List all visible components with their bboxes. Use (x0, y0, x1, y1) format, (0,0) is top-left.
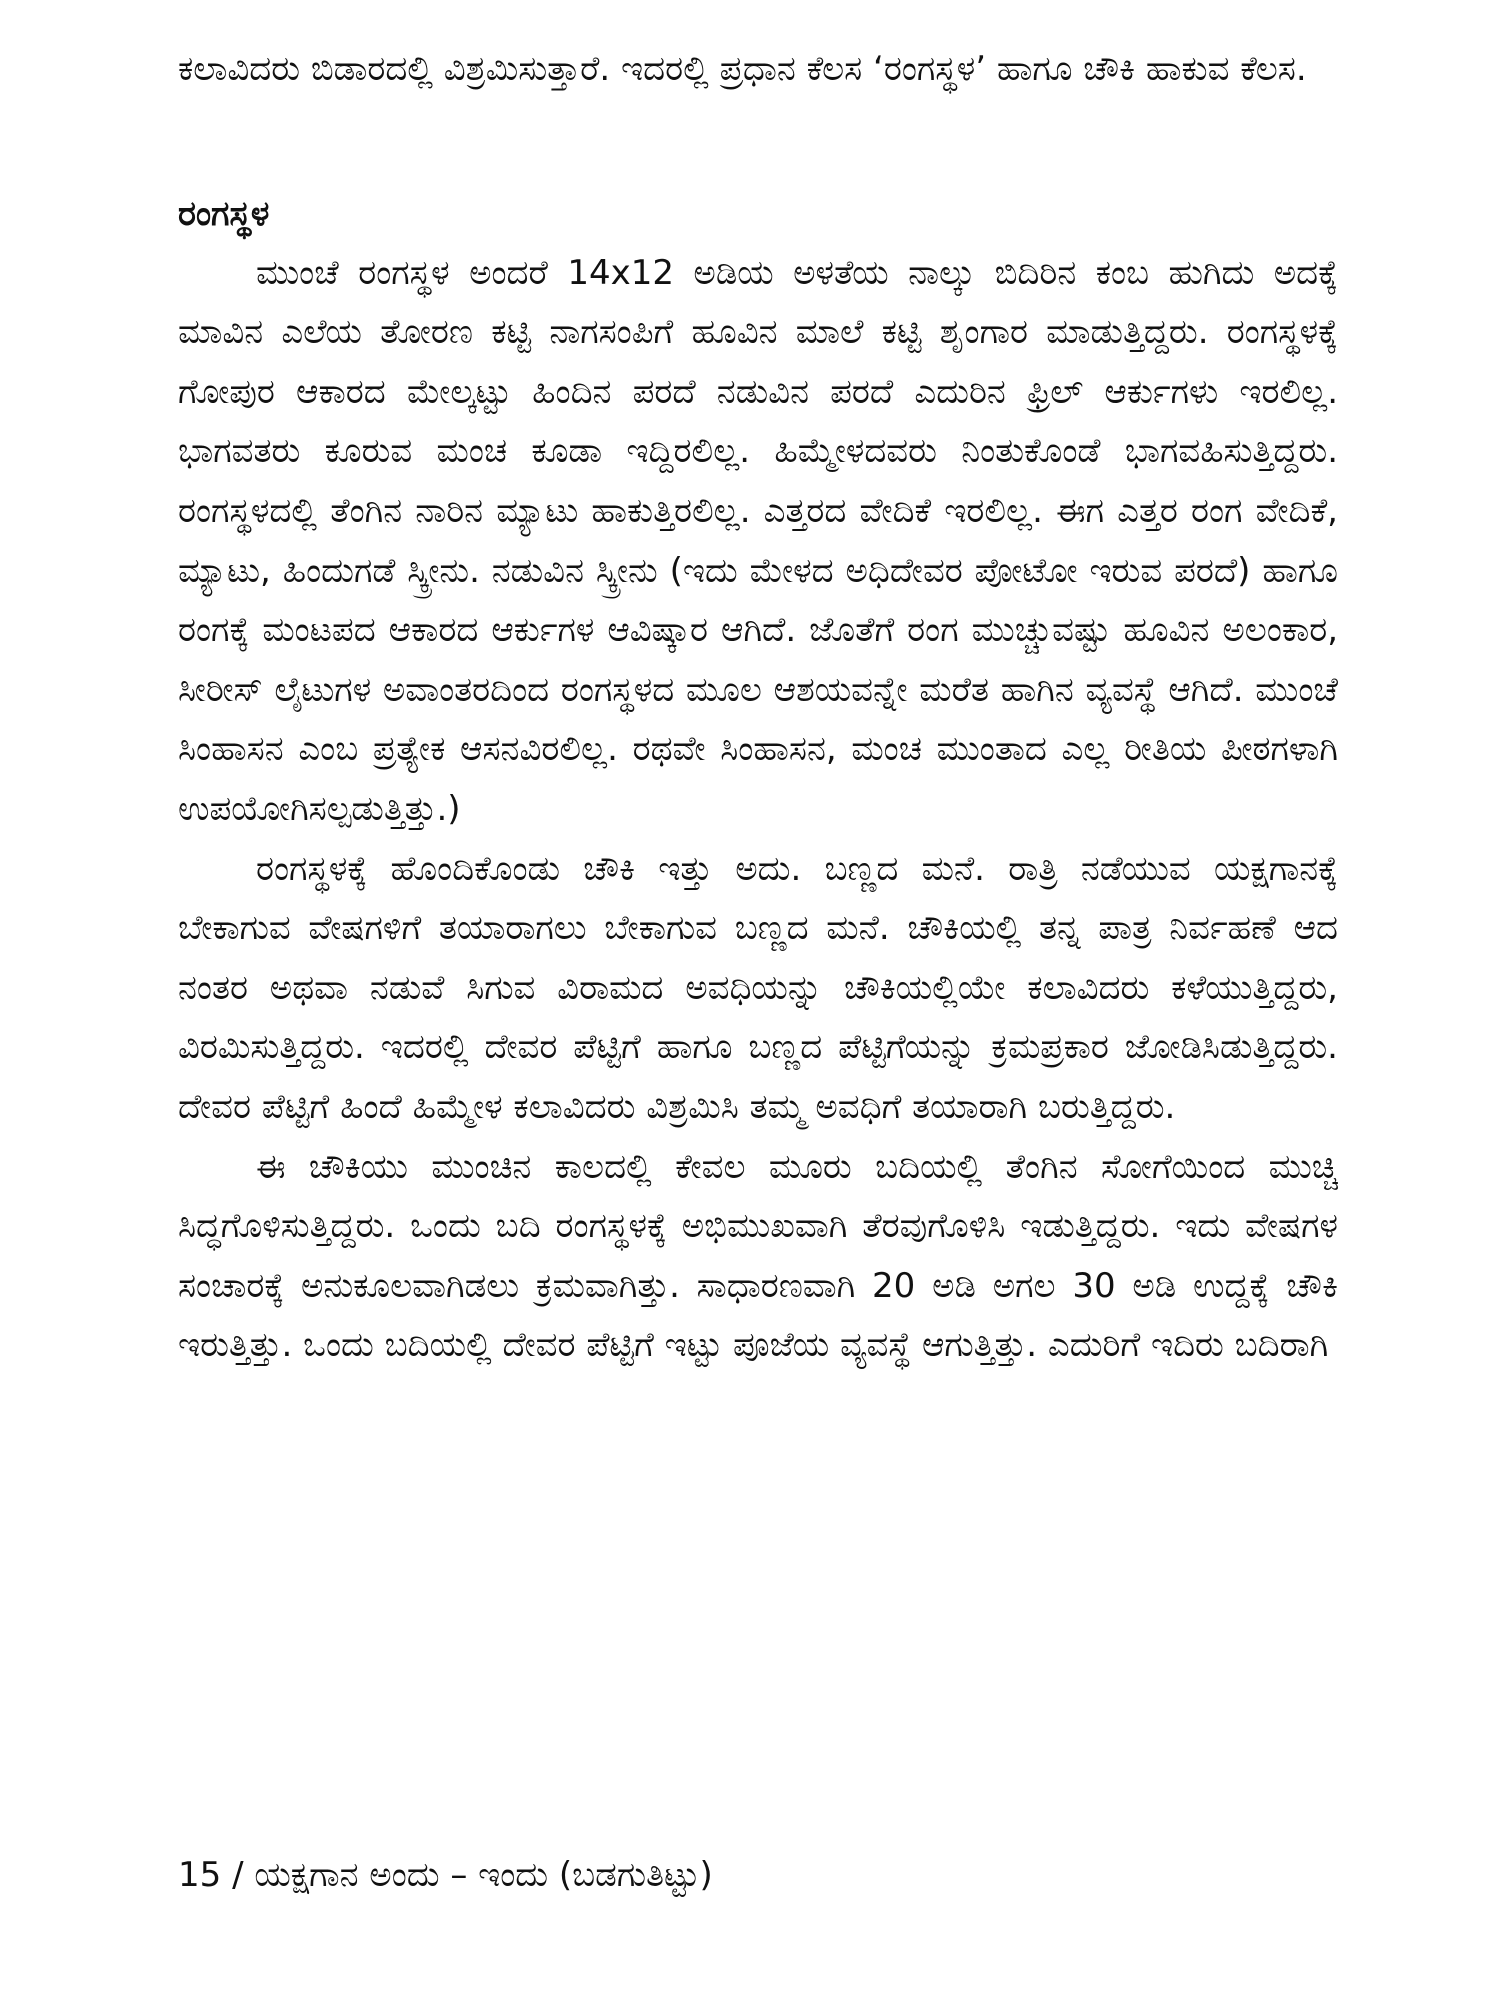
paragraph-chouki: ರಂಗಸ್ಥಳಕ್ಕೆ ಹೊಂದಿಕೊಂಡು ಚೌಕಿ ಇತ್ತು ಅದು. ಬಣ್ಣದ ಮನೆ. ರಾತ್ರಿ ನಡೆಯುವ ಯಕ್ಷಗಾನಕ್ಕೆ ಬೇಕಾಗುವ ವೇಷಗಳಿಗೆ ತಯಾರಾಗಲು ಬೇಕಾಗುವ ಬಣ್ಣದ ಮನೆ. ಚೌಕಿಯಲ್ಲಿ ತನ್ನ ಪಾತ್ರ ನಿರ್ವಹಣೆ ಆದ ನಂತರ ಅಥವಾ ನಡುವೆ ಸಿಗುವ ವಿರಾಮದ ಅವಧಿಯನ್ನು ಚೌಕಿಯಲ್ಲಿಯೇ ಕಲಾವಿದರು ಕಳೆಯುತ್ತಿದ್ದರು, ವಿರಮಿಸುತ್ತಿದ್ದರು. ಇದರಲ್ಲಿ ದೇವರ ಪೆಟ್ಟಿಗೆ ಹಾಗೂ ಬಣ್ಣದ ಪೆಟ್ಟಿಗೆಯನ್ನು ಕ್ರಮಪ್ರಕಾರ ಜೋಡಿಸಿಡುತ್ತಿದ್ದರು. ದೇವರ ಪೆಟ್ಟಿಗೆ ಹಿಂದೆ ಹಿಮ್ಮೇಳ ಕಲಾವಿದರು ವಿಶ್ರಮಿಸಿ ತಮ್ಮ ಅವಧಿಗೆ ತಯಾರಾಗಿ ಬರುತ್ತಿದ್ದರು. (178, 848, 1338, 1127)
intro-paragraph: ಕಲಾವಿದರು ಬಿಡಾರದಲ್ಲಿ ವಿಶ್ರಮಿಸುತ್ತಾರೆ. ಇದರಲ್ಲಿ ಪ್ರಧಾನ ಕೆಲಸ ‘ರಂಗಸ್ಥಳ’ ಹಾಗೂ ಚೌಕಿ ಹಾಕುವ ಕೆಲಸ. (178, 49, 1307, 89)
body-text (178, 40, 1338, 1376)
page-footer: 15 / ಯಕ್ಷಗಾನ ಅಂದು – ಇಂದು (ಬಡಗುತಿಟ್ಟು) (178, 1855, 713, 1895)
section-heading: ರಂಗಸ್ಥಳ (178, 193, 270, 234)
paragraph-rangasthala: ಮುಂಚೆ ರಂಗಸ್ಥಳ ಅಂದರೆ 14x12 ಅಡಿಯ ಅಳತೆಯ ನಾಲ್ಕು ಬಿದಿರಿನ ಕಂಬ ಹುಗಿದು ಅದಕ್ಕೆ ಮಾವಿನ ಎಲೆಯ ತೋರಣ ಕಟ್ಟಿ ನಾಗಸಂಪಿಗೆ ಹೂವಿನ ಮಾಲೆ ಕಟ್ಟಿ ಶೃಂಗಾರ ಮಾಡುತ್ತಿದ್ದರು. ರಂಗಸ್ಥಳಕ್ಕೆ ಗೋಪುರ ಆಕಾರದ ಮೇಲ್ಕಟ್ಟು ಹಿಂದಿನ ಪರದೆ ನಡುವಿನ ಪರದೆ ಎದುರಿನ ಫ್ರಿಲ್ ಆರ್ಕುಗಳು ಇರಲಿಲ್ಲ. ಭಾಗವತರು ಕೂರುವ ಮಂಚ ಕೂಡಾ ಇದ್ದಿರಲಿಲ್ಲ. ಹಿಮ್ಮೇಳದವರು ನಿಂತುಕೊಂಡೆ ಭಾಗವಹಿಸುತ್ತಿದ್ದರು. ರಂಗಸ್ಥಳದಲ್ಲಿ ತೆಂಗಿನ ನಾರಿನ ಮ್ಯಾಟು ಹಾಕುತ್ತಿರಲಿಲ್ಲ. ಎತ್ತರದ ವೇದಿಕೆ ಇರಲಿಲ್ಲ. ಈಗ ಎತ್ತರ ರಂಗ ವೇದಿಕೆ, ಮ್ಯಾಟು, ಹಿಂದುಗಡೆ ಸ್ಕ್ರೀನು. ನಡುವಿನ ಸ್ಕ್ರೀನು (ಇದು ಮೇಳದ ಅಧಿದೇವರ ಪೋಟೋ ಇರುವ ಪರದೆ) ಹಾಗೂ ರಂಗಕ್ಕೆ ಮಂಟಪದ ಆಕಾರದ ಆರ್ಕುಗಳ ಆವಿಷ್ಕಾರ ಆಗಿದೆ. ಜೊತೆಗೆ ರಂಗ ಮುಚ್ಚುವಷ್ಟು ಹೂವಿನ ಅಲಂಕಾರ, ಸೀರೀಸ್ ಲೈಟುಗಳ ಅವಾಂತರದಿಂದ ರಂಗಸ್ಥಳದ ಮೂಲ ಆಶಯವನ್ನೇ ಮರೆತ ಹಾಗಿನ ವ್ಯವಸ್ಥೆ ಆಗಿದೆ. ಮುಂಚೆ ಸಿಂಹಾಸನ ಎಂಬ ಪ್ರತ್ಯೇಕ ಆಸನವಿರಲಿಲ್ಲ. ರಥವೇ ಸಿಂಹಾಸನ, ಮಂಚ ಮುಂತಾದ ಎಲ್ಲ ರೀತಿಯ ಪೀಠಗಳಾಗಿ ಉಪಯೋಗಿಸಲ್ಪಡುತ್ತಿತ್ತು.) (178, 252, 1338, 829)
paragraph-chouki-structure: ಈ ಚೌಕಿಯು ಮುಂಚಿನ ಕಾಲದಲ್ಲಿ ಕೇವಲ ಮೂರು ಬದಿಯಲ್ಲಿ ತೆಂಗಿನ ಸೋಗೆಯಿಂದ ಮುಚ್ಚಿ ಸಿದ್ಧಗೊಳಿಸುತ್ತಿದ್ದರು. ಒಂದು ಬದಿ ರಂಗಸ್ಥಳಕ್ಕೆ ಅಭಿಮುಖವಾಗಿ ತೆರವುಗೊಳಿಸಿ ಇಡುತ್ತಿದ್ದರು. ಇದು ವೇಷಗಳ ಸಂಚಾರಕ್ಕೆ ಅನುಕೂಲವಾಗಿಡಲು ಕ್ರಮವಾಗಿತ್ತು. ಸಾಧಾರಣವಾಗಿ 20 ಅಡಿ ಅಗಲ 30 ಅಡಿ ಉದ್ದಕ್ಕೆ ಚೌಕಿ ಇರುತ್ತಿತ್ತು. ಒಂದು ಬದಿಯಲ್ಲಿ ದೇವರ ಪೆಟ್ಟಿಗೆ ಇಟ್ಟು ಪೂಜೆಯ ವ್ಯವಸ್ಥೆ ಆಗುತ್ತಿತ್ತು. ಎದುರಿಗೆ ಇದಿರು ಬದಿರಾಗಿ (178, 1146, 1338, 1366)
